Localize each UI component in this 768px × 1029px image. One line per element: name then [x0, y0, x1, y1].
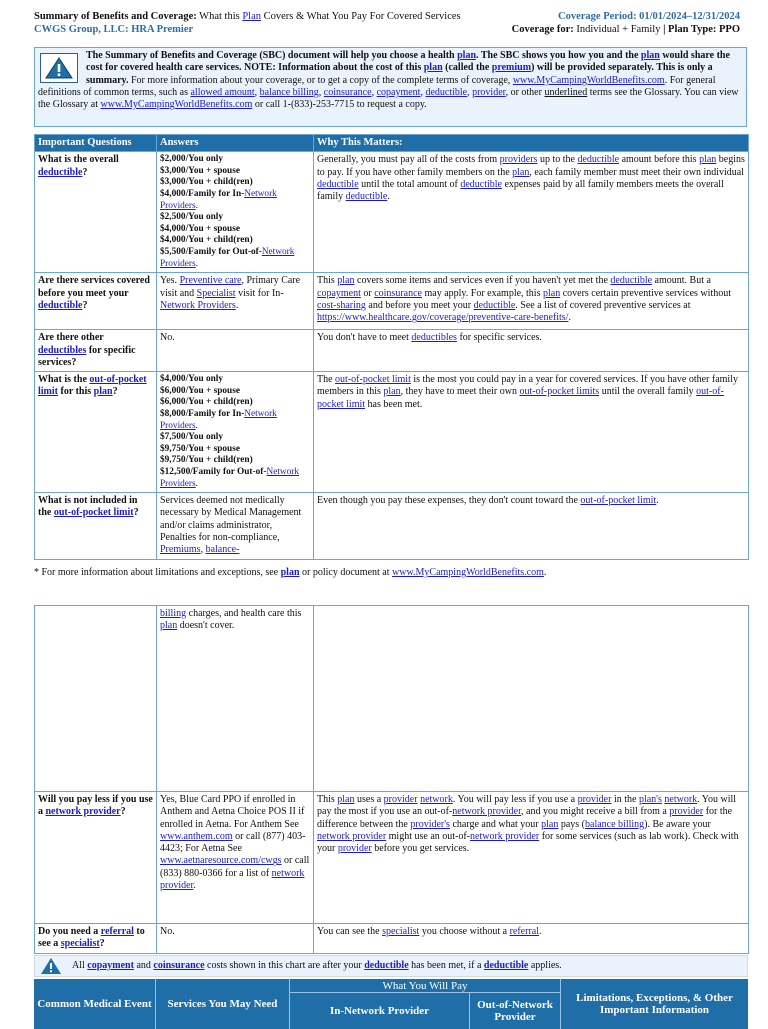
out-network-header: Out-of-Network Provider — [469, 993, 560, 1029]
question-cell: Do you need a referral to see a specialist? — [35, 924, 157, 954]
why-cell: The out-of-pocket limit is the most you could pay in a year for covered services. If you have other family members in this plan, they have to meet their own out-of-pocket limits until the overall family out-of-pocket limit has been met. — [314, 372, 749, 493]
out-of-pocket-limit-link[interactable]: out-of-pocket limit — [38, 374, 147, 398]
billing-link[interactable]: billing — [160, 608, 187, 619]
deductible-link[interactable]: deductible — [364, 960, 409, 971]
website-link[interactable]: www.MyCampingWorldBenefits.com — [392, 567, 544, 578]
answer-cell: Yes, Blue Card PPO if enrolled in Anthem and Aetna Choice POS II if enrolled in Aetna. For Anthem See www.anthem.com or call (877) 403-4423; For Aetna See www.aetnaresource.com/cwgs or call (833) 880-0366 for a list of network provider. — [157, 792, 314, 924]
plan-link[interactable]: plan — [542, 287, 561, 299]
answer-cell: $2,000/You only $3,000/You + spouse $3,000/You + child(ren) $4,000/Family for In-Network Providers. $2,500/You only $4,000/You + spouse $4,000/You + child(ren) $5,500/Family for Out-of-Network Providers. — [157, 152, 314, 273]
anthem-link[interactable]: www.anthem.com — [160, 830, 233, 842]
preventive-care-link[interactable]: Preventive care — [179, 275, 242, 287]
specialist-link[interactable]: specialist — [382, 926, 420, 937]
deductible-link[interactable]: deductible — [577, 154, 620, 166]
common-medical-event-header: Common Medical Event — [37, 998, 152, 1010]
cost-sharing-link[interactable]: cost-sharing — [317, 299, 366, 311]
table-row — [35, 493, 749, 559]
deductibles-link[interactable]: deductibles — [411, 332, 457, 344]
question-cell: Will you pay less if you use a network provider? — [35, 792, 157, 924]
providers-link[interactable]: providers — [499, 154, 538, 166]
sbc-questions-table-continued — [34, 605, 749, 954]
website-link[interactable]: www.MyCampingWorldBenefits.com — [100, 99, 253, 111]
coinsurance-link[interactable]: coinsurance — [323, 86, 372, 98]
provider-link[interactable]: provider — [383, 794, 418, 805]
specialist-link[interactable]: Specialist — [196, 287, 236, 299]
document-header — [34, 10, 740, 36]
deductible-link[interactable]: deductible — [460, 178, 502, 190]
allowed-amount-link[interactable]: allowed amount — [190, 86, 255, 98]
deductible-link[interactable]: deductible — [473, 299, 516, 311]
services-header: Services You May Need — [155, 979, 289, 1029]
question-cell — [35, 606, 157, 792]
website-link[interactable]: www.MyCampingWorldBenefits.com — [512, 74, 665, 86]
coverage-period: Coverage Period: 01/01/2024–12/31/2024 — [558, 11, 740, 22]
network-link[interactable]: network — [420, 794, 453, 805]
plan-link[interactable]: plan — [337, 275, 355, 287]
question-cell: Are there services covered before you meet your deductible? — [35, 273, 157, 330]
deductible-link[interactable]: deductible — [610, 275, 653, 287]
provider-link[interactable]: provider's — [410, 818, 450, 830]
referral-link[interactable]: referral — [509, 926, 539, 937]
warning-icon — [40, 957, 62, 975]
network-providers-link[interactable]: Network Providers — [160, 408, 277, 431]
balance-billing-link[interactable]: balance billing — [585, 818, 645, 830]
question-cell: What is the out-of-pocket limit for this plan? — [35, 372, 157, 493]
provider-link[interactable]: provider — [337, 843, 372, 855]
network-providers-link[interactable]: Network Providers — [160, 189, 277, 211]
balance-billing-link[interactable]: balance- — [205, 544, 240, 556]
out-of-pocket-limit-link[interactable]: out-of-pocket limit — [317, 386, 724, 410]
copayment-link[interactable]: copayment — [317, 287, 361, 299]
table-row — [35, 372, 749, 493]
network-provider-link[interactable]: network provider — [452, 806, 521, 818]
sbc-title: Summary of Benefits and Coverage: What this Plan Covers & What You Pay For Covered Services — [34, 11, 461, 22]
question-cell: What is not included in the out-of-pocket limit? — [35, 493, 157, 559]
footnote: * For more information about limitations and exceptions, see plan or policy document at www.MyCampingWorldBenefits.com. — [34, 567, 547, 578]
network-provider-link[interactable]: network provider — [317, 830, 387, 842]
intro-box: The Summary of Benefits and Coverage (SBC) document will help you choose a health plan. The SBC shows you how you and the plan would share the cost for covered health care services. NOTE: Information about the cost of this plan (called the premium) will be provided separately. This is only a summary. For more information about your coverage, or to get a copy of the complete terms of coverage, www.MyCampingWorldBenefits.com. For general definitions of common terms, such as allowed amount, balance billing, coinsurance, copayment, deductible, provider, or other underlined terms see the Glossary. You can view the Glossary at www.MyCampingWorldBenefits.com or call 1-(833)-253-7715 to request a copy. — [34, 47, 747, 127]
network-link[interactable]: network — [664, 794, 698, 805]
company-name: CWGS Group, LLC: HRA Premier — [34, 24, 194, 35]
out-of-pocket-limit-link[interactable]: out-of-pocket limit — [53, 507, 134, 519]
out-of-pocket-limit-link[interactable]: out-of-pocket limit — [335, 374, 411, 386]
table-row — [35, 330, 749, 372]
plan-link[interactable]: plan — [93, 386, 113, 398]
copayment-link[interactable]: copayment — [87, 960, 134, 971]
copayment-link[interactable]: copayment — [376, 86, 421, 98]
why-cell: This plan covers some items and services even if you haven't yet met the deductible amount. But a copayment or coinsurance may apply. For example, this plan covers certain preventive services without cost-sharing and before you meet your deductible. See a list of covered preventive services at https://www.healthcare.gov/coverage/preventive-care-benefits/. — [314, 273, 749, 330]
deductible-link[interactable]: deductible — [38, 166, 83, 178]
specialist-link[interactable]: specialist — [60, 938, 100, 950]
out-of-pocket-limit-link[interactable]: out-of-pocket limit — [580, 495, 657, 507]
provider-link[interactable]: provider — [669, 806, 704, 818]
plan-link[interactable]: plan — [423, 62, 443, 74]
deductible-link[interactable]: deductible — [483, 960, 529, 971]
out-of-pocket-limits-link[interactable]: out-of-pocket limits — [519, 386, 600, 398]
why-cell: Even though you pay these expenses, they don't count toward the out-of-pocket limit. — [314, 493, 749, 559]
copayment-notice: All copayment and coinsurance costs shown in this chart are after your deductible has been met, if a deductible applies. — [34, 955, 748, 977]
balance-billing-link[interactable]: balance billing — [259, 86, 319, 98]
answer-cell: Services deemed not medically necessary by Medical Management and/or claims administrator, Penalties for non-compliance, Premiums, balance- — [157, 493, 314, 559]
sbc-questions-table — [34, 134, 749, 560]
answer-cell: $4,000/You only $6,000/You + spouse $6,000/You + child(ren) $8,000/Family for In-Network Providers. $7,500/You only $9,750/You + spouse $9,750/You + child(ren) $12,500/Family for Out-of-Network Providers. — [157, 372, 314, 493]
plans-link[interactable]: plan's — [638, 794, 662, 805]
table-row — [35, 606, 749, 792]
warning-icon — [40, 53, 78, 83]
answer-cell: Yes. Preventive care, Primary Care visit and Specialist visit for In-Network Providers. — [157, 273, 314, 330]
question-cell: Are there other deductibles for specific services? — [35, 330, 157, 372]
services-table-header — [34, 979, 748, 1029]
question-cell: What is the overall deductible? — [35, 152, 157, 273]
limitations-header: Limitations, Exceptions, & Other Important Information — [560, 979, 748, 1029]
why-cell: You don't have to meet deductibles for specific services. — [314, 330, 749, 372]
plan-link[interactable]: plan — [280, 567, 300, 578]
plan-link[interactable]: plan — [383, 386, 401, 398]
deductible-link[interactable]: deductible — [38, 299, 83, 311]
what-you-pay-header: What You Will Pay — [289, 979, 560, 993]
plan-link[interactable]: plan — [640, 50, 660, 61]
plan-link[interactable]: plan — [337, 794, 355, 805]
why-cell: You can see the specialist you choose without a referral. — [314, 924, 749, 954]
column-header: Important Questions — [35, 135, 157, 152]
answer-cell: No. — [157, 924, 314, 954]
column-header: Why This Matters: — [314, 135, 749, 152]
provider-link[interactable]: provider — [472, 86, 506, 98]
table-row — [35, 273, 749, 330]
plan-link[interactable]: plan — [541, 818, 559, 830]
provider-link[interactable]: provider — [577, 794, 612, 805]
plan-link[interactable]: Plan — [242, 11, 262, 22]
table-row — [35, 792, 749, 924]
answer-cell: No. — [157, 330, 314, 372]
network-providers-link[interactable]: Network Providers — [160, 466, 300, 489]
deductible-link[interactable]: deductible — [425, 86, 468, 98]
deductibles-link[interactable]: deductibles — [38, 344, 87, 356]
why-cell: Generally, you must pay all of the costs from providers up to the deductible amount before this plan begins to pay. If you have other family members on the plan, each family member must meet their own individual deductible until the total amount of deductible expenses paid by all family members meets the overall family deductible. — [314, 152, 749, 273]
plan-link[interactable]: plan — [512, 166, 530, 178]
why-cell: This plan uses a provider network. You will pay less if you use a provider in the plan's network. You will pay the most if you use an out-of-network provider, and you might receive a bill from a provider for the difference between the provider's charge and what your plan pays (balance billing). Be aware your network provider might use an out-of-network provider for some services (such as lab work). Check with your provider before you get services. — [314, 792, 749, 924]
network-providers-link[interactable]: Network Providers — [160, 247, 295, 269]
deductible-link[interactable]: deductible — [345, 191, 388, 203]
plan-link[interactable]: plan — [699, 154, 717, 166]
coverage-info: Coverage for: Individual + Family | Plan Type: PPO — [511, 24, 740, 35]
network-providers-link[interactable]: network provider — [160, 867, 305, 892]
why-cell — [314, 606, 749, 792]
in-network-header: In-Network Provider — [289, 993, 469, 1029]
deductible-link[interactable]: deductible — [317, 178, 359, 190]
coinsurance-link[interactable]: coinsurance — [153, 960, 205, 971]
coinsurance-link[interactable]: coinsurance — [374, 287, 422, 299]
plan-link[interactable]: plan — [160, 620, 178, 632]
column-header: Answers — [157, 135, 314, 152]
answer-cell: billing charges, and health care this plan doesn't cover. — [157, 606, 314, 792]
network-provider-link[interactable]: network provider — [470, 830, 540, 842]
aetna-link[interactable]: www.aetnaresource.com/cwgs — [160, 855, 282, 867]
referral-link[interactable]: referral — [100, 926, 134, 937]
plan-link[interactable]: plan — [457, 50, 477, 61]
network-providers-link[interactable]: Network Providers — [160, 299, 236, 311]
premium-link[interactable]: premium — [491, 62, 532, 74]
premiums-link[interactable]: Premiums — [160, 544, 201, 556]
preventive-services-url[interactable]: https://www.healthcare.gov/coverage/preventive-care-benefits/ — [317, 312, 569, 324]
table-row — [35, 152, 749, 273]
network-provider-link[interactable]: network provider — [45, 806, 121, 818]
table-row — [35, 924, 749, 954]
